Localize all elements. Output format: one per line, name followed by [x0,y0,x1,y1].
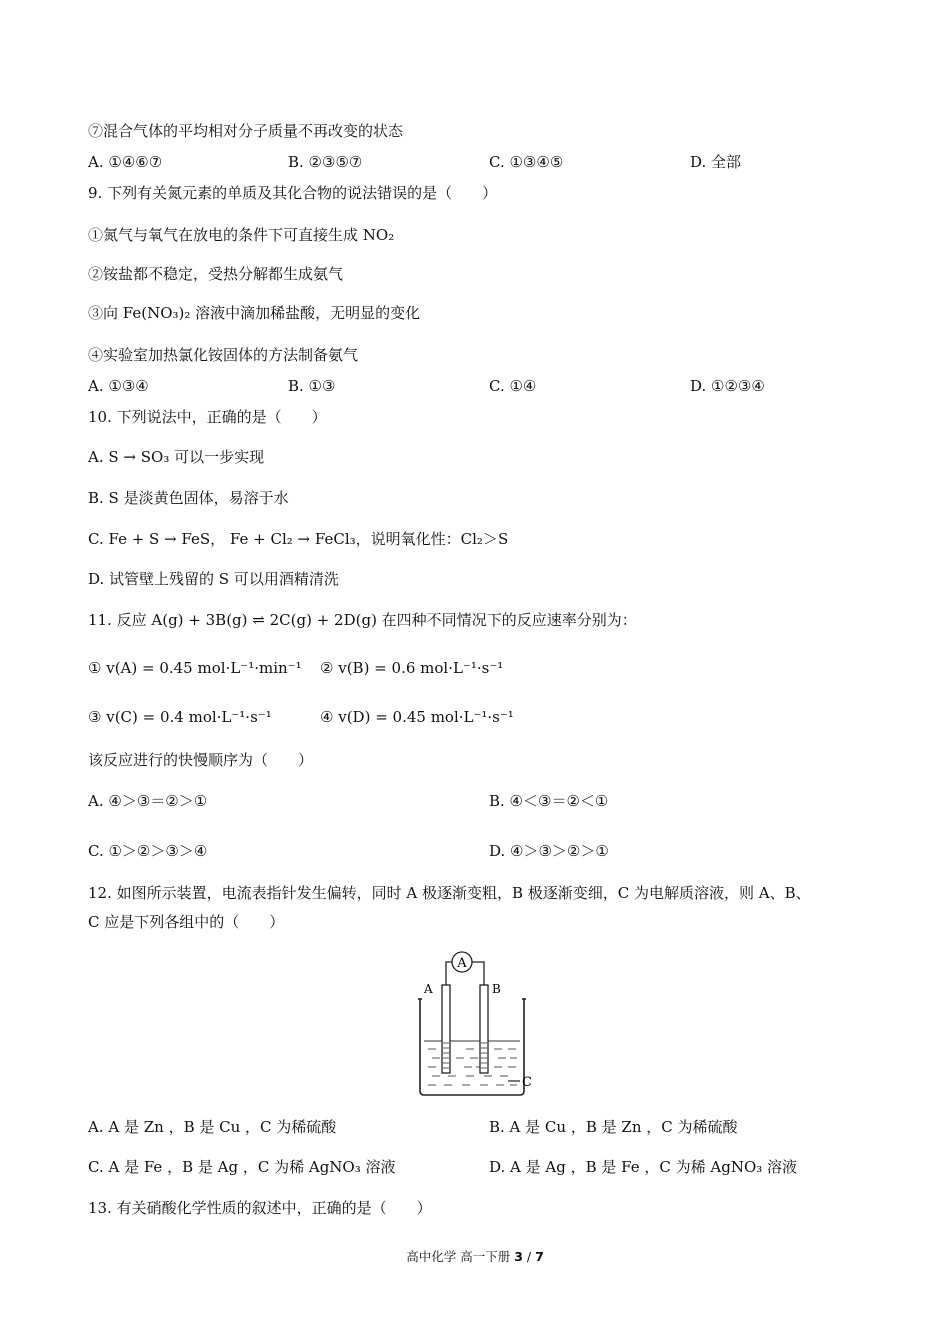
q10-option-c: C. Fe + S → FeS， Fe + Cl₂ → FeCl₃，说明氧化性：Cl₂＞S [88,530,509,548]
q9-option-b: B. ①③ [288,377,336,395]
page-number: 3 [514,1249,523,1264]
q11-option-c: C. ①＞②＞③＞④ [88,842,208,860]
page-footer [0,1247,950,1265]
q10-option-d: D. 试管壁上残留的 S 可以用酒精清洗 [88,570,339,588]
q9-item-1: ①氮气与氧气在放电的条件下可直接生成 NO₂ [88,226,395,244]
q8-option-c: C. ①③④⑤ [489,153,564,171]
page-separator: / [522,1249,536,1264]
q11-stem: 11. 反应 A(g) + 3B(g) ⇌ 2C(g) + 2D(g) 在四种不同情况下的反应速率分别为： [88,611,637,629]
q12-stem-line-2: C 应是下列各组中的（ ） [88,913,285,931]
q9-item-3: ③向 Fe(NO₃)₂ 溶液中滴加稀盐酸，无明显的变化 [88,304,421,322]
q12-option-c: C. A 是 Fe ，B 是 Ag ，C 为稀 AgNO₃ 溶液 [88,1158,396,1176]
wire-right [472,962,484,985]
q11-rate-3: ③ v(C) = 0.4 mol·L⁻¹·s⁻¹ [88,708,272,726]
q8-option-b: B. ②③⑤⑦ [288,153,363,171]
q10-stem: 10. 下列说法中，正确的是（ ） [88,408,327,426]
electrode-a-label: A [424,982,433,996]
q9-stem: 9. 下列有关氮元素的单质及其化合物的说法错误的是（ ） [88,184,498,202]
ammeter-label: A [457,956,467,971]
q11-rate-2: ② v(B) = 0.6 mol·L⁻¹·s⁻¹ [320,659,504,677]
galvanic-cell-diagram [410,945,550,1100]
q10-option-a: A. S → SO₃ 可以一步实现 [88,448,265,466]
electrode-b-label: B [492,982,501,996]
q11-rate-1: ① v(A) = 0.45 mol·L⁻¹·min⁻¹ [88,659,302,677]
wire-left [446,962,452,985]
q9-item-2: ②铵盐都不稳定，受热分解都生成氨气 [88,265,344,283]
page-total: 7 [535,1249,544,1264]
q9-item-4: ④实验室加热氯化铵固体的方法制备氨气 [88,346,359,364]
q9-option-a: A. ①③④ [88,377,149,395]
q12-stem-line-1: 12. 如图所示装置，电流表指针发生偏转，同时 A 极逐渐变粗，B 极逐渐变细，C 为电解质溶液，则 A、B、 [88,884,811,902]
footer-text: 高中化学 高一下册 [406,1249,515,1264]
q12-option-a: A. A 是 Zn ，B 是 Cu ，C 为稀硫酸 [88,1118,337,1136]
q8-item-7: ⑦混合气体的平均相对分子质量不再改变的状态 [88,122,404,140]
q11-option-d: D. ④＞③＞②＞① [489,842,609,860]
q8-option-a: A. ①④⑥⑦ [88,153,163,171]
q12-option-d: D. A 是 Ag ，B 是 Fe ，C 为稀 AgNO₃ 溶液 [489,1158,798,1176]
electrode-a [442,985,450,1073]
q11-rate-4: ④ v(D) = 0.45 mol·L⁻¹·s⁻¹ [320,708,514,726]
q11-option-b: B. ④＜③＝②＜① [489,792,609,810]
q11-option-a: A. ④＞③＝②＞① [88,792,208,810]
q9-option-c: C. ①④ [489,377,537,395]
solution-label: C [522,1075,532,1090]
q12-option-b: B. A 是 Cu ，B 是 Zn ，C 为稀硫酸 [489,1118,738,1136]
electrode-b [480,985,488,1073]
q10-option-b: B. S 是淡黄色固体，易溶于水 [88,489,289,507]
q13-stem: 13. 有关硝酸化学性质的叙述中，正确的是（ ） [88,1199,432,1217]
q9-option-d: D. ①②③④ [690,377,765,395]
q8-option-d: D. 全部 [690,153,742,171]
q11-question: 该反应进行的快慢顺序为（ ） [88,751,314,769]
